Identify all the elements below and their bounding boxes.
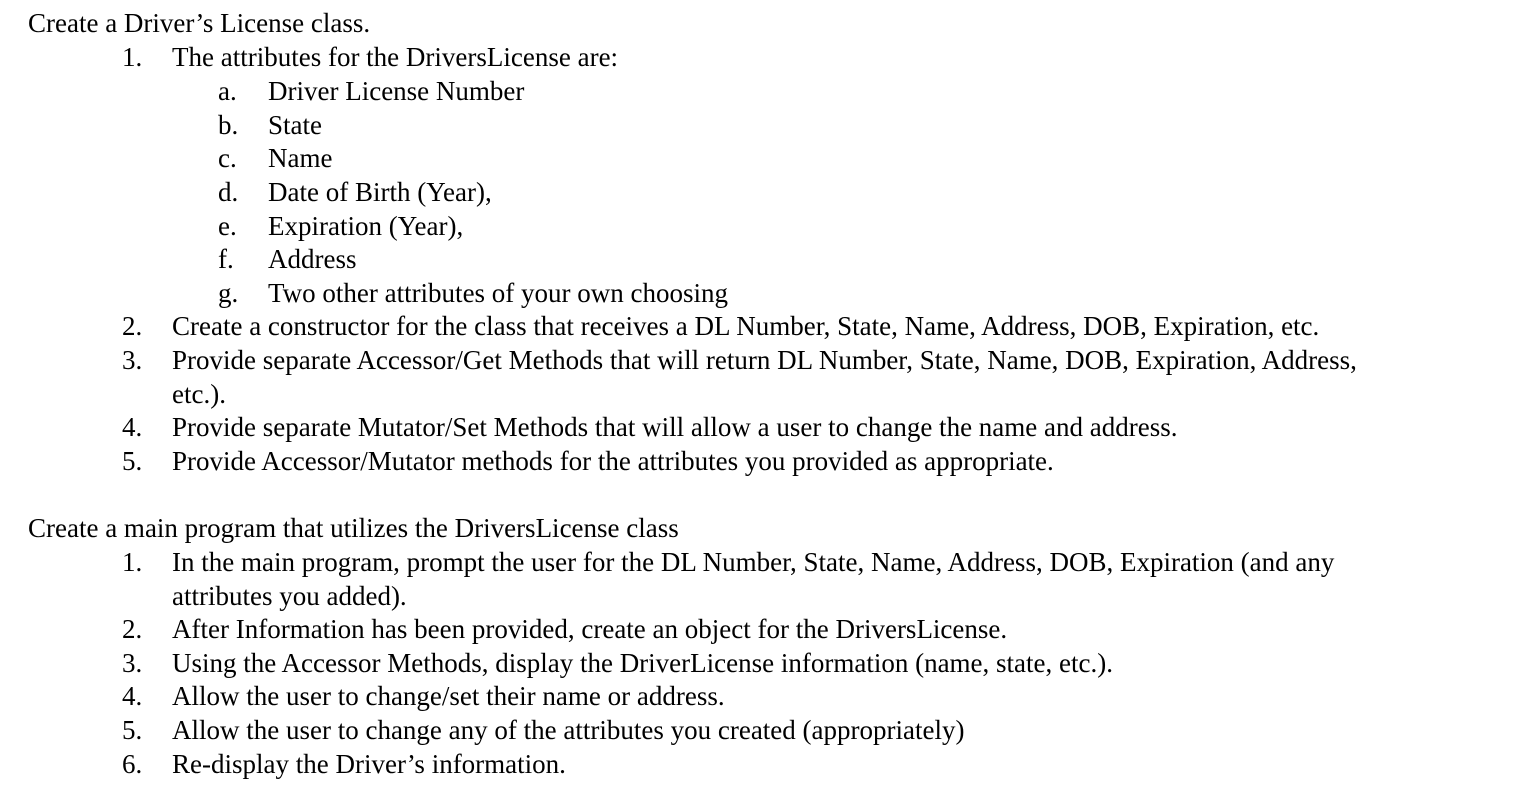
list-item-number: 1. (122, 42, 143, 72)
list-item-text: Re-display the Driver’s information. (172, 749, 566, 779)
list-item-text: Provide separate Accessor/Get Methods that will return DL Number, State, Name, DOB, Expiration, Address, (172, 345, 1357, 375)
sublist-item-text: State (268, 110, 322, 140)
list-item-text: Allow the user to change any of the attributes you created (appropriately) (172, 715, 965, 745)
sublist-item-letter: c. (218, 143, 237, 173)
sublist-item-letter: e. (218, 211, 237, 241)
sublist-item-text: Date of Birth (Year), (268, 177, 492, 207)
list-item-number: 5. (122, 446, 143, 476)
sublist-item-letter: a. (218, 76, 237, 106)
list-item-number: 6. (122, 749, 143, 779)
list-item-number: 4. (122, 412, 143, 442)
list-item-text: Provide Accessor/Mutator methods for the attributes you provided as appropriate. (172, 446, 1054, 476)
list-item-text: Provide separate Mutator/Set Methods that will allow a user to change the name and address. (172, 412, 1178, 442)
section1-heading: Create a Driver’s License class. (28, 8, 371, 38)
list-item-text: In the main program, prompt the user for the DL Number, State, Name, Address, DOB, Expiration (and any (172, 547, 1335, 577)
sublist-item-text: Expiration (Year), (268, 211, 464, 241)
sublist-item-letter: f. (218, 244, 234, 274)
list-item-number: 1. (122, 547, 143, 577)
list-item-text: The attributes for the DriversLicense are: (172, 42, 619, 72)
list-item-text: Create a constructor for the class that receives a DL Number, State, Name, Address, DOB, Expiration, etc. (172, 311, 1320, 341)
sublist-item-text: Address (268, 244, 357, 274)
list-item-number: 2. (122, 311, 143, 341)
list-item-number: 5. (122, 715, 143, 745)
list-item-text: Using the Accessor Methods, display the DriverLicense information (name, state, etc.). (172, 648, 1113, 678)
section2-heading: Create a main program that utilizes the DriversLicense class (28, 513, 679, 543)
list-item-number: 4. (122, 681, 143, 711)
sublist-item-text: Two other attributes of your own choosing (268, 278, 729, 308)
list-item-continuation: etc.). (172, 379, 226, 409)
list-item-text: After Information has been provided, create an object for the DriversLicense. (172, 614, 1008, 644)
sublist-item-letter: d. (218, 177, 239, 207)
list-item-text: Allow the user to change/set their name or address. (172, 681, 725, 711)
sublist-item-letter: g. (218, 278, 239, 308)
sublist-item-text: Name (268, 143, 333, 173)
list-item-number: 2. (122, 614, 143, 644)
list-item-continuation: attributes you added). (172, 581, 407, 611)
sublist-item-letter: b. (218, 110, 239, 140)
sublist-item-text: Driver License Number (268, 76, 525, 106)
list-item-number: 3. (122, 345, 143, 375)
list-item-number: 3. (122, 648, 143, 678)
